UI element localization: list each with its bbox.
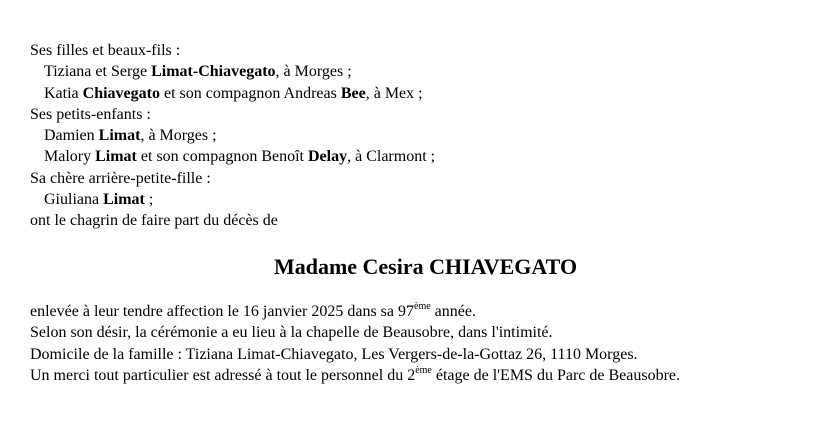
text: Malory (44, 148, 96, 166)
surname: Limat (98, 127, 141, 145)
text: Damien (44, 127, 99, 145)
text: , à Mex ; (365, 84, 423, 102)
surname: Delay (307, 148, 348, 166)
grandchildren-heading: Ses petits-enfants : (30, 105, 151, 123)
details-line-domicile: Domicile de la famille : Tiziana Limat-Chiavegato, Les Vergers-de-la-Gottaz 26, 1110 Morges. (30, 345, 638, 363)
daughters-heading: Ses filles et beaux-fils : (30, 42, 181, 59)
details-line-thanks (30, 365, 680, 386)
text: enlevée à leur tendre affection le 16 janvier 2025 dans sa 97 (30, 303, 414, 320)
great-grandchild-heading: Sa chère arrière-petite-fille : (30, 169, 211, 187)
surname: Chiavegato (82, 84, 160, 102)
text: Giuliana (44, 191, 104, 209)
details-line-passing (30, 301, 680, 322)
superscript: ème (414, 300, 431, 312)
surname: Limat (95, 148, 137, 166)
grandchild-entry-malory (30, 146, 435, 167)
text: , à Morges ; (140, 127, 217, 145)
details-paragraph (30, 301, 680, 386)
surname: Limat (103, 191, 145, 209)
daughter-entry-katia (30, 83, 435, 104)
surname: Limat-Chiavegato (151, 63, 276, 81)
text: , à Morges ; (275, 63, 352, 81)
text: année. (430, 303, 476, 320)
deceased-name: Madame Cesira CHIAVEGATO (273, 254, 578, 279)
text: étage de l'EMS du Parc de Beausobre. (431, 366, 681, 384)
superscript: ème (415, 364, 432, 376)
text: ; (144, 191, 154, 209)
text: et son compagnon Benoît (136, 148, 308, 166)
announcement-text: ont le chagrin de faire part du décès de (30, 212, 278, 230)
surname: Bee (340, 84, 366, 102)
text: et son compagnon Andreas (159, 84, 341, 102)
grandchild-entry-damien (30, 125, 435, 146)
daughter-entry-tiziana (30, 61, 435, 82)
family-list (30, 40, 435, 232)
text: Tiziana et Serge (44, 63, 152, 81)
text: , à Clarmont ; (347, 148, 436, 166)
great-grandchild-entry-giuliana (30, 189, 435, 210)
details-line-ceremony: Selon son désir, la cérémonie a eu lieu à la chapelle de Beausobre, dans l'intimité. (30, 324, 553, 342)
text: Un merci tout particulier est adressé à tout le personnel du 2 (30, 366, 416, 384)
text: Katia (44, 84, 83, 102)
